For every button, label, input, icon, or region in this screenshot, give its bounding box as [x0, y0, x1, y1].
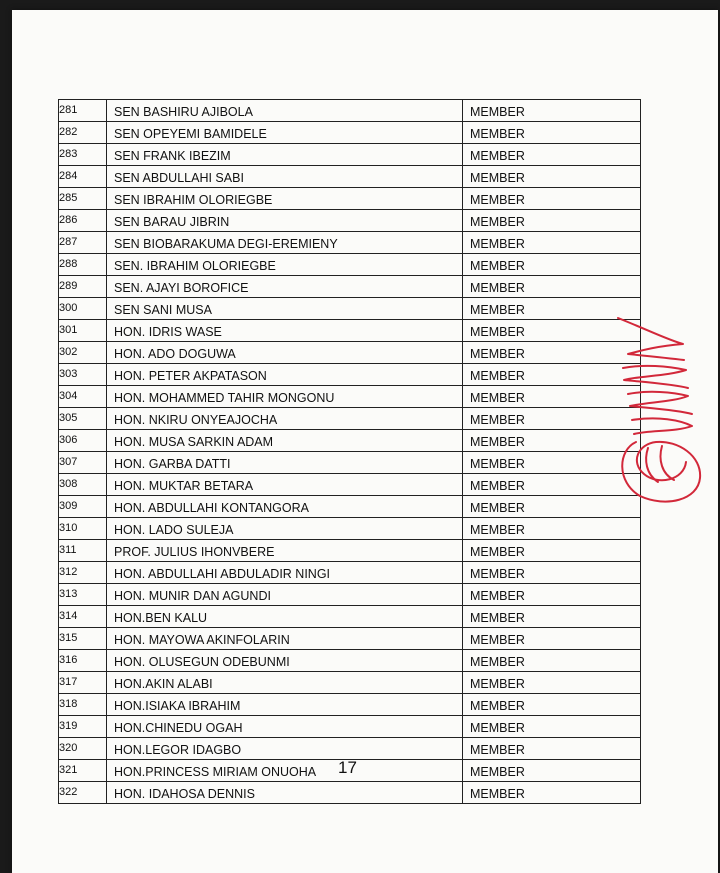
member-role-cell: MEMBER: [463, 496, 641, 518]
row-number-cell: 302: [59, 342, 107, 364]
table-row: [59, 188, 641, 210]
table-row: [59, 430, 641, 452]
row-number-cell: 310: [59, 518, 107, 540]
member-role-cell: MEMBER: [463, 518, 641, 540]
member-role-cell: MEMBER: [463, 364, 641, 386]
table-row: [59, 738, 641, 760]
member-name-cell: HON. MAYOWA AKINFOLARIN: [107, 628, 463, 650]
member-role-cell: MEMBER: [463, 166, 641, 188]
row-number-cell: 301: [59, 320, 107, 342]
member-role-cell: MEMBER: [463, 386, 641, 408]
row-number-cell: 315: [59, 628, 107, 650]
table-row: [59, 562, 641, 584]
row-number-cell: 282: [59, 122, 107, 144]
member-role-cell: MEMBER: [463, 782, 641, 804]
member-role-cell: MEMBER: [463, 650, 641, 672]
row-number-cell: 318: [59, 694, 107, 716]
member-role-cell: MEMBER: [463, 584, 641, 606]
table-row: [59, 364, 641, 386]
table-row: [59, 584, 641, 606]
row-number-cell: 289: [59, 276, 107, 298]
member-role-cell: MEMBER: [463, 342, 641, 364]
row-number-cell: 284: [59, 166, 107, 188]
table-row: [59, 232, 641, 254]
member-role-cell: MEMBER: [463, 474, 641, 496]
member-name-cell: SEN. AJAYI BOROFICE: [107, 276, 463, 298]
row-number-cell: 303: [59, 364, 107, 386]
member-role-cell: MEMBER: [463, 628, 641, 650]
row-number-cell: 286: [59, 210, 107, 232]
table-row: [59, 166, 641, 188]
row-number-cell: 312: [59, 562, 107, 584]
member-name-cell: HON. MOHAMMED TAHIR MONGONU: [107, 386, 463, 408]
member-name-cell: HON. NKIRU ONYEAJOCHA: [107, 408, 463, 430]
row-number-cell: 317: [59, 672, 107, 694]
row-number-cell: 309: [59, 496, 107, 518]
row-number-cell: 316: [59, 650, 107, 672]
member-role-cell: MEMBER: [463, 232, 641, 254]
table-row: [59, 518, 641, 540]
table-row: [59, 716, 641, 738]
table-row: [59, 320, 641, 342]
row-number-cell: 304: [59, 386, 107, 408]
member-name-cell: SEN IBRAHIM OLORIEGBE: [107, 188, 463, 210]
row-number-cell: 287: [59, 232, 107, 254]
member-name-cell: HON. PETER AKPATASON: [107, 364, 463, 386]
row-number-cell: 288: [59, 254, 107, 276]
member-name-cell: HON. LADO SULEJA: [107, 518, 463, 540]
signature-icon: [588, 310, 708, 510]
member-name-cell: SEN OPEYEMI BAMIDELE: [107, 122, 463, 144]
table-row: [59, 298, 641, 320]
member-roster-table: [58, 99, 641, 804]
table-row: [59, 100, 641, 122]
member-role-cell: MEMBER: [463, 738, 641, 760]
member-name-cell: SEN FRANK IBEZIM: [107, 144, 463, 166]
member-name-cell: HON. ABDULLAHI KONTANGORA: [107, 496, 463, 518]
table-row: [59, 650, 641, 672]
member-role-cell: MEMBER: [463, 606, 641, 628]
member-name-cell: HON. MUKTAR BETARA: [107, 474, 463, 496]
member-name-cell: SEN BIOBARAKUMA DEGI-EREMIENY: [107, 232, 463, 254]
table-row: [59, 144, 641, 166]
member-role-cell: MEMBER: [463, 276, 641, 298]
member-roster-body: [59, 100, 641, 804]
member-role-cell: MEMBER: [463, 760, 641, 782]
member-role-cell: MEMBER: [463, 188, 641, 210]
member-role-cell: MEMBER: [463, 100, 641, 122]
table-row: [59, 452, 641, 474]
table-row: [59, 122, 641, 144]
row-number-cell: 321: [59, 760, 107, 782]
table-row: [59, 254, 641, 276]
member-name-cell: HON. MUNIR DAN AGUNDI: [107, 584, 463, 606]
row-number-cell: 307: [59, 452, 107, 474]
row-number-cell: 314: [59, 606, 107, 628]
member-name-cell: HON. OLUSEGUN ODEBUNMI: [107, 650, 463, 672]
table-row: [59, 496, 641, 518]
member-role-cell: MEMBER: [463, 562, 641, 584]
table-row: [59, 606, 641, 628]
member-name-cell: HON. IDAHOSA DENNIS: [107, 782, 463, 804]
table-row: [59, 276, 641, 298]
member-name-cell: HON.LEGOR IDAGBO: [107, 738, 463, 760]
table-row: [59, 386, 641, 408]
table-row: [59, 782, 641, 804]
member-role-cell: MEMBER: [463, 452, 641, 474]
member-role-cell: MEMBER: [463, 254, 641, 276]
member-name-cell: HON. ADO DOGUWA: [107, 342, 463, 364]
table-row: [59, 628, 641, 650]
member-role-cell: MEMBER: [463, 694, 641, 716]
member-name-cell: HON.PRINCESS MIRIAM ONUOHA: [107, 760, 463, 782]
member-name-cell: SEN BASHIRU AJIBOLA: [107, 100, 463, 122]
row-number-cell: 281: [59, 100, 107, 122]
member-name-cell: HON.BEN KALU: [107, 606, 463, 628]
member-name-cell: HON. MUSA SARKIN ADAM: [107, 430, 463, 452]
member-role-cell: MEMBER: [463, 320, 641, 342]
member-name-cell: HON.AKIN ALABI: [107, 672, 463, 694]
row-number-cell: 322: [59, 782, 107, 804]
member-role-cell: MEMBER: [463, 408, 641, 430]
member-name-cell: HON. ABDULLAHI ABDULADIR NINGI: [107, 562, 463, 584]
member-name-cell: HON.CHINEDU OGAH: [107, 716, 463, 738]
table-row: [59, 672, 641, 694]
member-role-cell: MEMBER: [463, 430, 641, 452]
member-name-cell: HON. IDRIS WASE: [107, 320, 463, 342]
member-role-cell: MEMBER: [463, 122, 641, 144]
table-row: [59, 540, 641, 562]
row-number-cell: 283: [59, 144, 107, 166]
row-number-cell: 313: [59, 584, 107, 606]
member-name-cell: SEN BARAU JIBRIN: [107, 210, 463, 232]
member-role-cell: MEMBER: [463, 540, 641, 562]
member-name-cell: SEN ABDULLAHI SABI: [107, 166, 463, 188]
row-number-cell: 308: [59, 474, 107, 496]
table-row: [59, 210, 641, 232]
member-name-cell: SEN. IBRAHIM OLORIEGBE: [107, 254, 463, 276]
member-role-cell: MEMBER: [463, 672, 641, 694]
member-role-cell: MEMBER: [463, 298, 641, 320]
row-number-cell: 320: [59, 738, 107, 760]
row-number-cell: 285: [59, 188, 107, 210]
row-number-cell: 300: [59, 298, 107, 320]
member-name-cell: PROF. JULIUS IHONVBERE: [107, 540, 463, 562]
table-row: [59, 474, 641, 496]
page-number: 17: [338, 758, 357, 777]
member-role-cell: MEMBER: [463, 210, 641, 232]
table-row: [59, 408, 641, 430]
table-row: [59, 694, 641, 716]
member-name-cell: SEN SANI MUSA: [107, 298, 463, 320]
member-name-cell: HON.ISIAKA IBRAHIM: [107, 694, 463, 716]
member-role-cell: MEMBER: [463, 144, 641, 166]
row-number-cell: 311: [59, 540, 107, 562]
member-role-cell: MEMBER: [463, 716, 641, 738]
row-number-cell: 319: [59, 716, 107, 738]
row-number-cell: 305: [59, 408, 107, 430]
table-row: [59, 342, 641, 364]
row-number-cell: 306: [59, 430, 107, 452]
member-name-cell: HON. GARBA DATTI: [107, 452, 463, 474]
